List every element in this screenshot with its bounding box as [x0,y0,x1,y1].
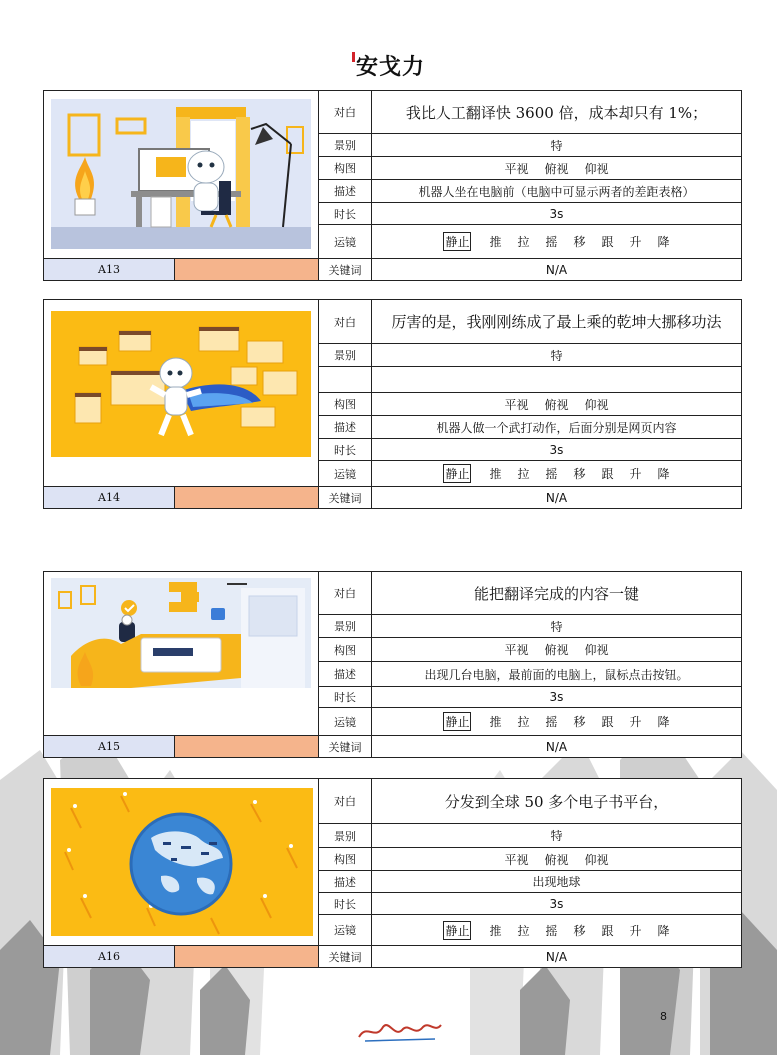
angle-eye-level: 平视 [504,161,529,176]
scene-id: A14 [44,487,175,508]
dialogue-row [319,300,741,343]
camera-row [319,460,741,486]
move-rise: 升 [629,467,642,481]
scene-footer [44,735,741,757]
keywords-label: 关键词 [319,487,372,508]
move-push: 推 [489,715,502,729]
keywords-value: N/A [545,262,568,277]
duration-value: 3s [549,442,564,457]
shot-label: 景别 [319,344,372,366]
composition-row [319,156,741,179]
move-static-selected: 静止 [443,232,471,251]
shot-label: 景别 [319,615,372,637]
dialogue-text: 我比人工翻译快 3600 倍，成本却只有 1%； [405,103,708,122]
angle-low: 仰视 [584,643,609,657]
dialogue-text: 能把翻译完成的内容一键 [473,584,639,603]
composition-row [319,392,741,415]
composition-options [372,157,741,179]
description-text: 出现几台电脑，最前面的电脑上，鼠标点击按钮。 [424,667,689,682]
scene-thumbnail-cell [44,300,319,486]
scene-footer [44,258,741,280]
dialogue-text: 厉害的是，我刚刚练成了最上乘的乾坤大挪移功法 [391,313,722,331]
camera-move-options [372,915,741,945]
description-label: 描述 [319,416,372,438]
orange-cell [175,487,319,508]
duration-label: 时长 [319,439,372,460]
dialogue-label: 对白 [319,572,372,614]
duration-row [319,202,741,224]
angle-high: 俯视 [544,397,569,412]
shot-value: 特 [550,138,563,153]
duration-value: 3s [549,206,564,221]
duration-row [319,438,741,460]
dialogue-label: 对白 [319,779,372,823]
composition-options [372,848,741,870]
move-pan: 摇 [545,923,558,938]
duration-label: 时长 [319,203,372,224]
globe-thumbnail [51,788,313,936]
description-row [319,179,741,202]
office-computers-thumbnail [51,578,311,688]
dialogue-row [319,572,741,614]
move-pull: 拉 [517,715,530,729]
move-pull: 拉 [517,467,530,481]
move-pull: 拉 [517,235,530,249]
scene-thumbnail-cell [44,779,319,945]
camera-label: 运镜 [319,708,372,735]
move-pan: 摇 [545,467,558,481]
description-row [319,661,741,686]
move-track: 移 [573,467,586,481]
composition-options [372,638,741,661]
description-text: 机器人做一个武打动作，后面分别是网页内容 [436,420,677,435]
move-track: 移 [573,715,586,729]
composition-label: 构图 [319,638,372,661]
robot-at-computer-thumbnail [51,99,311,249]
camera-row [319,707,741,735]
scene-footer [44,945,741,967]
shot-row [319,343,741,366]
dialogue-row [319,91,741,133]
move-follow: 跟 [601,923,614,938]
move-drop: 降 [657,467,670,481]
angle-low: 仰视 [584,852,609,867]
empty-value [372,367,741,392]
logo-text: 安戈力 [356,54,426,80]
move-pan: 摇 [545,235,558,249]
angle-high: 俯视 [544,643,569,657]
keywords-label: 关键词 [319,946,372,967]
description-label: 描述 [319,871,372,892]
move-pull: 拉 [517,923,530,938]
dialogue-label: 对白 [319,91,372,133]
scene-block-a13 [43,90,742,281]
move-rise: 升 [629,923,642,938]
move-drop: 降 [657,715,670,729]
move-follow: 跟 [601,235,614,249]
keywords-value: N/A [545,739,568,754]
camera-label: 运镜 [319,225,372,258]
signature-mark [355,1015,445,1045]
angle-low: 仰视 [584,161,609,176]
camera-move-options [372,225,741,258]
shot-row [319,133,741,156]
composition-label: 构图 [319,393,372,415]
duration-label: 时长 [319,687,372,707]
camera-label: 运镜 [319,915,372,945]
scene-footer [44,486,741,508]
shot-row [319,823,741,847]
move-rise: 升 [629,235,642,249]
move-static-selected: 静止 [443,464,471,483]
move-follow: 跟 [601,467,614,481]
camera-label: 运镜 [319,461,372,486]
page-number: 8 [660,1010,667,1023]
duration-label: 时长 [319,893,372,914]
orange-cell [175,259,319,280]
composition-label: 构图 [319,848,372,870]
shot-label: 景别 [319,824,372,847]
keywords-label: 关键词 [319,259,372,280]
scene-thumbnail-cell [44,572,319,735]
move-track: 移 [573,235,586,249]
angle-high: 俯视 [544,852,569,867]
composition-row [319,847,741,870]
duration-row [319,892,741,914]
camera-move-options [372,461,741,486]
camera-move-options [372,708,741,735]
shot-value: 特 [550,829,563,843]
orange-cell [175,736,319,757]
robot-kungfu-thumbnail [51,311,311,457]
move-track: 移 [573,923,586,938]
dialogue-label: 对白 [319,300,372,343]
move-push: 推 [489,923,502,938]
scene-id: A13 [44,259,175,280]
brand-logo [356,48,426,80]
scene-id: A16 [44,946,175,967]
dialogue-text: 分发到全球 50 多个电子书平台， [444,792,669,811]
move-static-selected: 静止 [443,712,471,731]
dialogue-row [319,779,741,823]
shot-row [319,614,741,637]
empty-label [319,367,372,392]
duration-value: 3s [549,896,564,911]
orange-cell [175,946,319,967]
composition-options [372,393,741,415]
move-drop: 降 [657,923,670,938]
description-text: 出现地球 [532,875,581,889]
composition-row [319,637,741,661]
move-rise: 升 [629,715,642,729]
angle-high: 俯视 [544,161,569,176]
duration-row [319,686,741,707]
move-push: 推 [489,235,502,249]
logo-mark [352,52,355,62]
shot-label: 景别 [319,134,372,156]
description-text: 机器人坐在电脑前（电脑中可显示两者的差距表格） [418,184,695,199]
description-label: 描述 [319,180,372,202]
scene-block-a15 [43,571,742,758]
empty-row [319,366,741,392]
composition-label: 构图 [319,157,372,179]
duration-value: 3s [549,690,564,704]
angle-eye-level: 平视 [504,397,529,412]
scene-thumbnail-cell [44,91,319,258]
angle-eye-level: 平视 [504,643,529,657]
move-follow: 跟 [601,715,614,729]
angle-low: 仰视 [584,397,609,412]
shot-value: 特 [550,619,563,634]
description-label: 描述 [319,662,372,686]
description-row [319,415,741,438]
move-push: 推 [489,467,502,481]
camera-row [319,914,741,945]
keywords-value: N/A [545,949,568,964]
angle-eye-level: 平视 [504,852,529,867]
camera-row [319,224,741,258]
scene-id: A15 [44,736,175,757]
shot-value: 特 [550,348,563,363]
move-static-selected: 静止 [443,921,471,940]
move-drop: 降 [657,235,670,249]
scene-block-a16 [43,778,742,968]
keywords-value: N/A [545,490,568,505]
move-pan: 摇 [545,715,558,729]
description-row [319,870,741,892]
keywords-label: 关键词 [319,736,372,757]
scene-block-a14 [43,299,742,509]
